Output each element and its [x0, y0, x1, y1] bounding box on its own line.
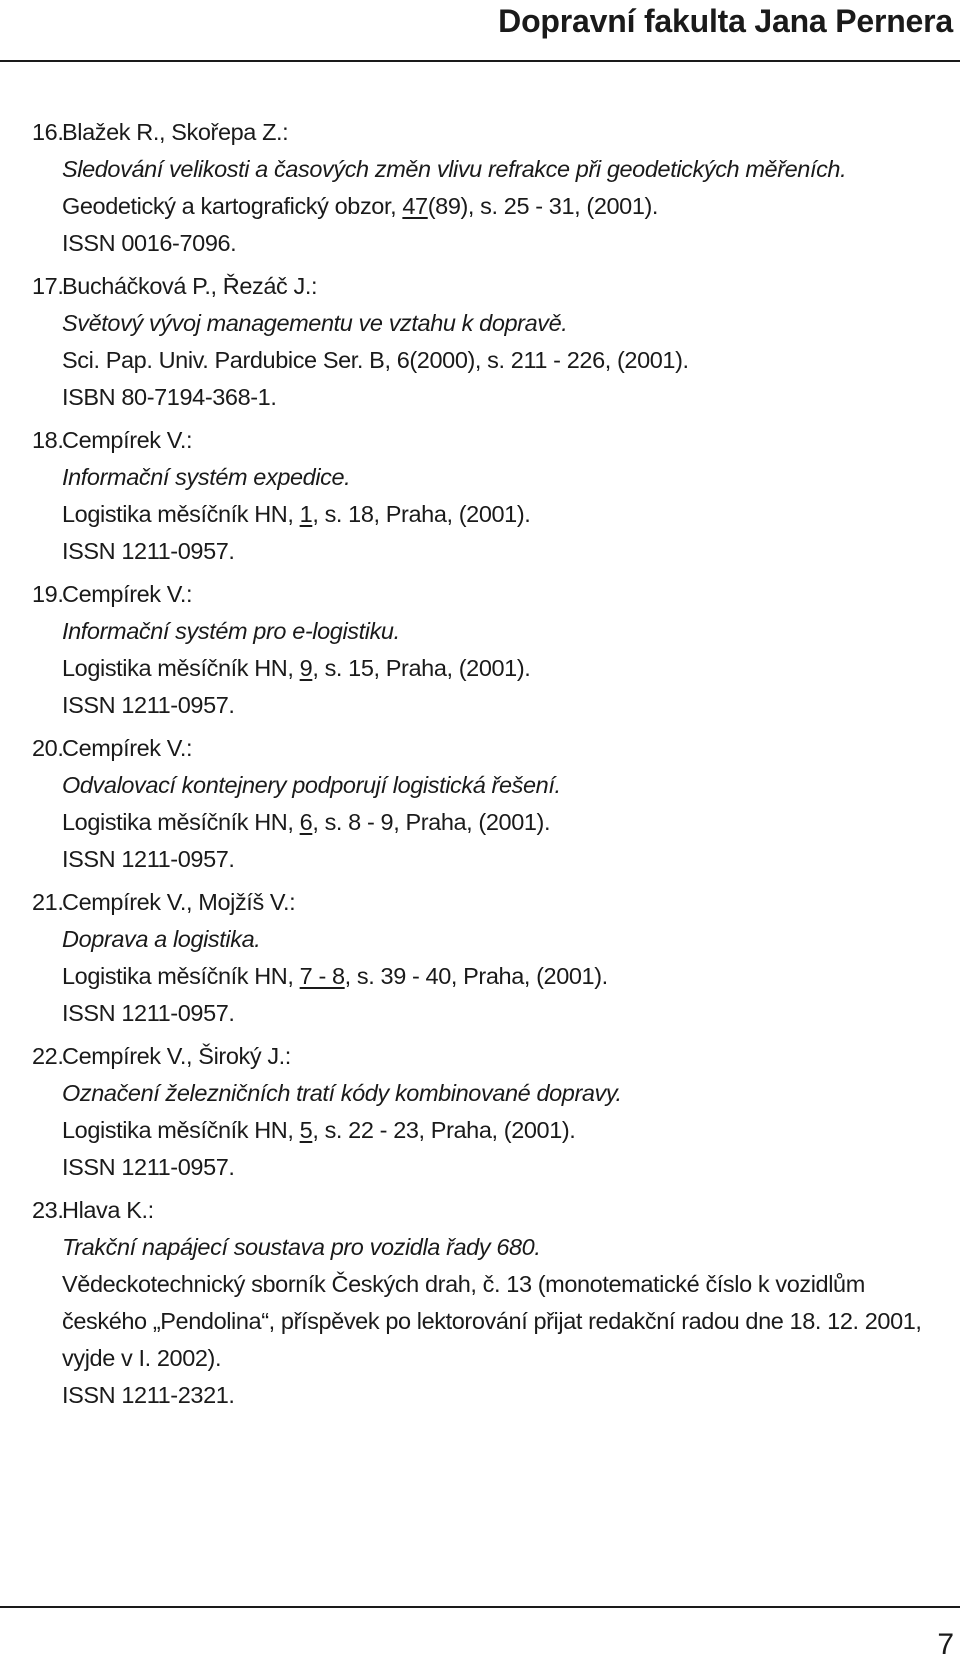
- entry-issn: ISSN 1211-0957.: [62, 538, 235, 564]
- entry-number: 21.: [32, 889, 64, 915]
- entry-source-volume: 6: [299, 809, 313, 835]
- entry-authors: Cempírek V.:: [62, 581, 193, 607]
- entry-issn: ISSN 1211-0957.: [62, 1000, 235, 1026]
- entry-number: 22.: [32, 1043, 64, 1069]
- entry-title: Doprava a logistika.: [62, 926, 261, 952]
- entry-title: Sledování velikosti a časových změn vlivu refrakce při geodetických měřeních.: [62, 156, 847, 182]
- entry-source-volume: 47: [402, 193, 428, 219]
- entry-number: 23.: [32, 1197, 64, 1223]
- entry-source: [62, 342, 952, 379]
- entry-source-text: Logistika měsíčník HN,: [62, 501, 300, 527]
- entry-number: 20.: [32, 735, 64, 761]
- entry-source-text: Logistika měsíčník HN,: [62, 963, 300, 989]
- entry-source-pages: , s. 39 - 40, Praha, (2001).: [344, 963, 608, 989]
- entry-title: Označení železničních tratí kódy kombinované dopravy.: [62, 1080, 622, 1106]
- entry-source: [62, 958, 952, 995]
- entry-authors: Hlava K.:: [62, 1197, 154, 1223]
- entry-authors: Cempírek V., Mojžíš V.:: [62, 889, 296, 915]
- entry-source-volume: 7 - 8: [299, 963, 345, 989]
- entry-source-volume: 9: [299, 655, 313, 681]
- entry-title: Trakční napájecí soustava pro vozidla řady 680.: [62, 1234, 541, 1260]
- entry-source-text: Logistika měsíčník HN,: [62, 809, 300, 835]
- entry-number: 18.: [32, 427, 64, 453]
- bibliography-entry: [32, 114, 952, 262]
- bibliography-list: [32, 114, 952, 1420]
- entry-authors: Cempírek V.:: [62, 427, 193, 453]
- bibliography-entry: [32, 1038, 952, 1186]
- page-number: 7: [937, 1628, 954, 1661]
- entry-issn: ISSN 0016-7096.: [62, 230, 237, 256]
- entry-source-pages: , s. 15, Praha, (2001).: [312, 655, 531, 681]
- page-header-title: Dopravní fakulta Jana Pernera: [498, 3, 953, 39]
- entry-source: [62, 188, 952, 225]
- footer-divider: [0, 1606, 960, 1608]
- entry-source: [62, 496, 952, 533]
- entry-source-pages: , s. 8 - 9, Praha, (2001).: [312, 809, 551, 835]
- bibliography-entry: [32, 268, 952, 416]
- entry-source: [62, 1112, 952, 1149]
- entry-issn: ISSN 1211-0957.: [62, 1154, 235, 1180]
- entry-source-text: Vědeckotechnický sborník Českých drah, č. 13 (monotematické číslo k vozidlům českého „Pendolina“, příspěvek po lektorování přijat redakční radou dne 18. 12. 2001, vyjde v I. 2002).: [62, 1271, 922, 1371]
- entry-title: Světový vývoj managementu ve vztahu k dopravě.: [62, 310, 568, 336]
- entry-source-pages: , s. 18, Praha, (2001).: [312, 501, 531, 527]
- entry-authors: Cempírek V., Široký J.:: [62, 1043, 291, 1069]
- entry-source-text: Geodetický a kartografický obzor,: [62, 193, 403, 219]
- entry-source-pages: (89), s. 25 - 31, (2001).: [427, 193, 659, 219]
- entry-source: [62, 1266, 952, 1377]
- entry-source-pages: , s. 22 - 23, Praha, (2001).: [312, 1117, 576, 1143]
- entry-source: [62, 650, 952, 687]
- header-divider: [0, 60, 960, 62]
- entry-source-volume: 5: [299, 1117, 313, 1143]
- bibliography-entry: [32, 576, 952, 724]
- entry-number: 16.: [32, 119, 64, 145]
- entry-source-text: Logistika měsíčník HN,: [62, 1117, 300, 1143]
- bibliography-entry: [32, 730, 952, 878]
- entry-number: 19.: [32, 581, 64, 607]
- entry-authors: Cempírek V.:: [62, 735, 193, 761]
- entry-issn: ISSN 1211-0957.: [62, 846, 235, 872]
- entry-title: Odvalovací kontejnery podporují logistická řešení.: [62, 772, 561, 798]
- entry-authors: Blažek R., Skořepa Z.:: [62, 119, 289, 145]
- entry-source-text: Logistika měsíčník HN,: [62, 655, 300, 681]
- bibliography-entry: [32, 884, 952, 1032]
- entry-title: Informační systém expedice.: [62, 464, 351, 490]
- bibliography-entry: [32, 1192, 952, 1414]
- entry-issn: ISBN 80-7194-368-1.: [62, 384, 277, 410]
- entry-issn: ISSN 1211-0957.: [62, 692, 235, 718]
- entry-issn: ISSN 1211-2321.: [62, 1382, 235, 1408]
- entry-source: [62, 804, 952, 841]
- entry-authors: Bucháčková P., Řezáč J.:: [62, 273, 318, 299]
- bibliography-entry: [32, 422, 952, 570]
- entry-number: 17.: [32, 273, 64, 299]
- entry-title: Informační systém pro e-logistiku.: [62, 618, 400, 644]
- entry-source-volume: 1: [299, 501, 313, 527]
- entry-source-text: Sci. Pap. Univ. Pardubice Ser. B, 6(2000), s. 211 - 226, (2001).: [62, 347, 689, 373]
